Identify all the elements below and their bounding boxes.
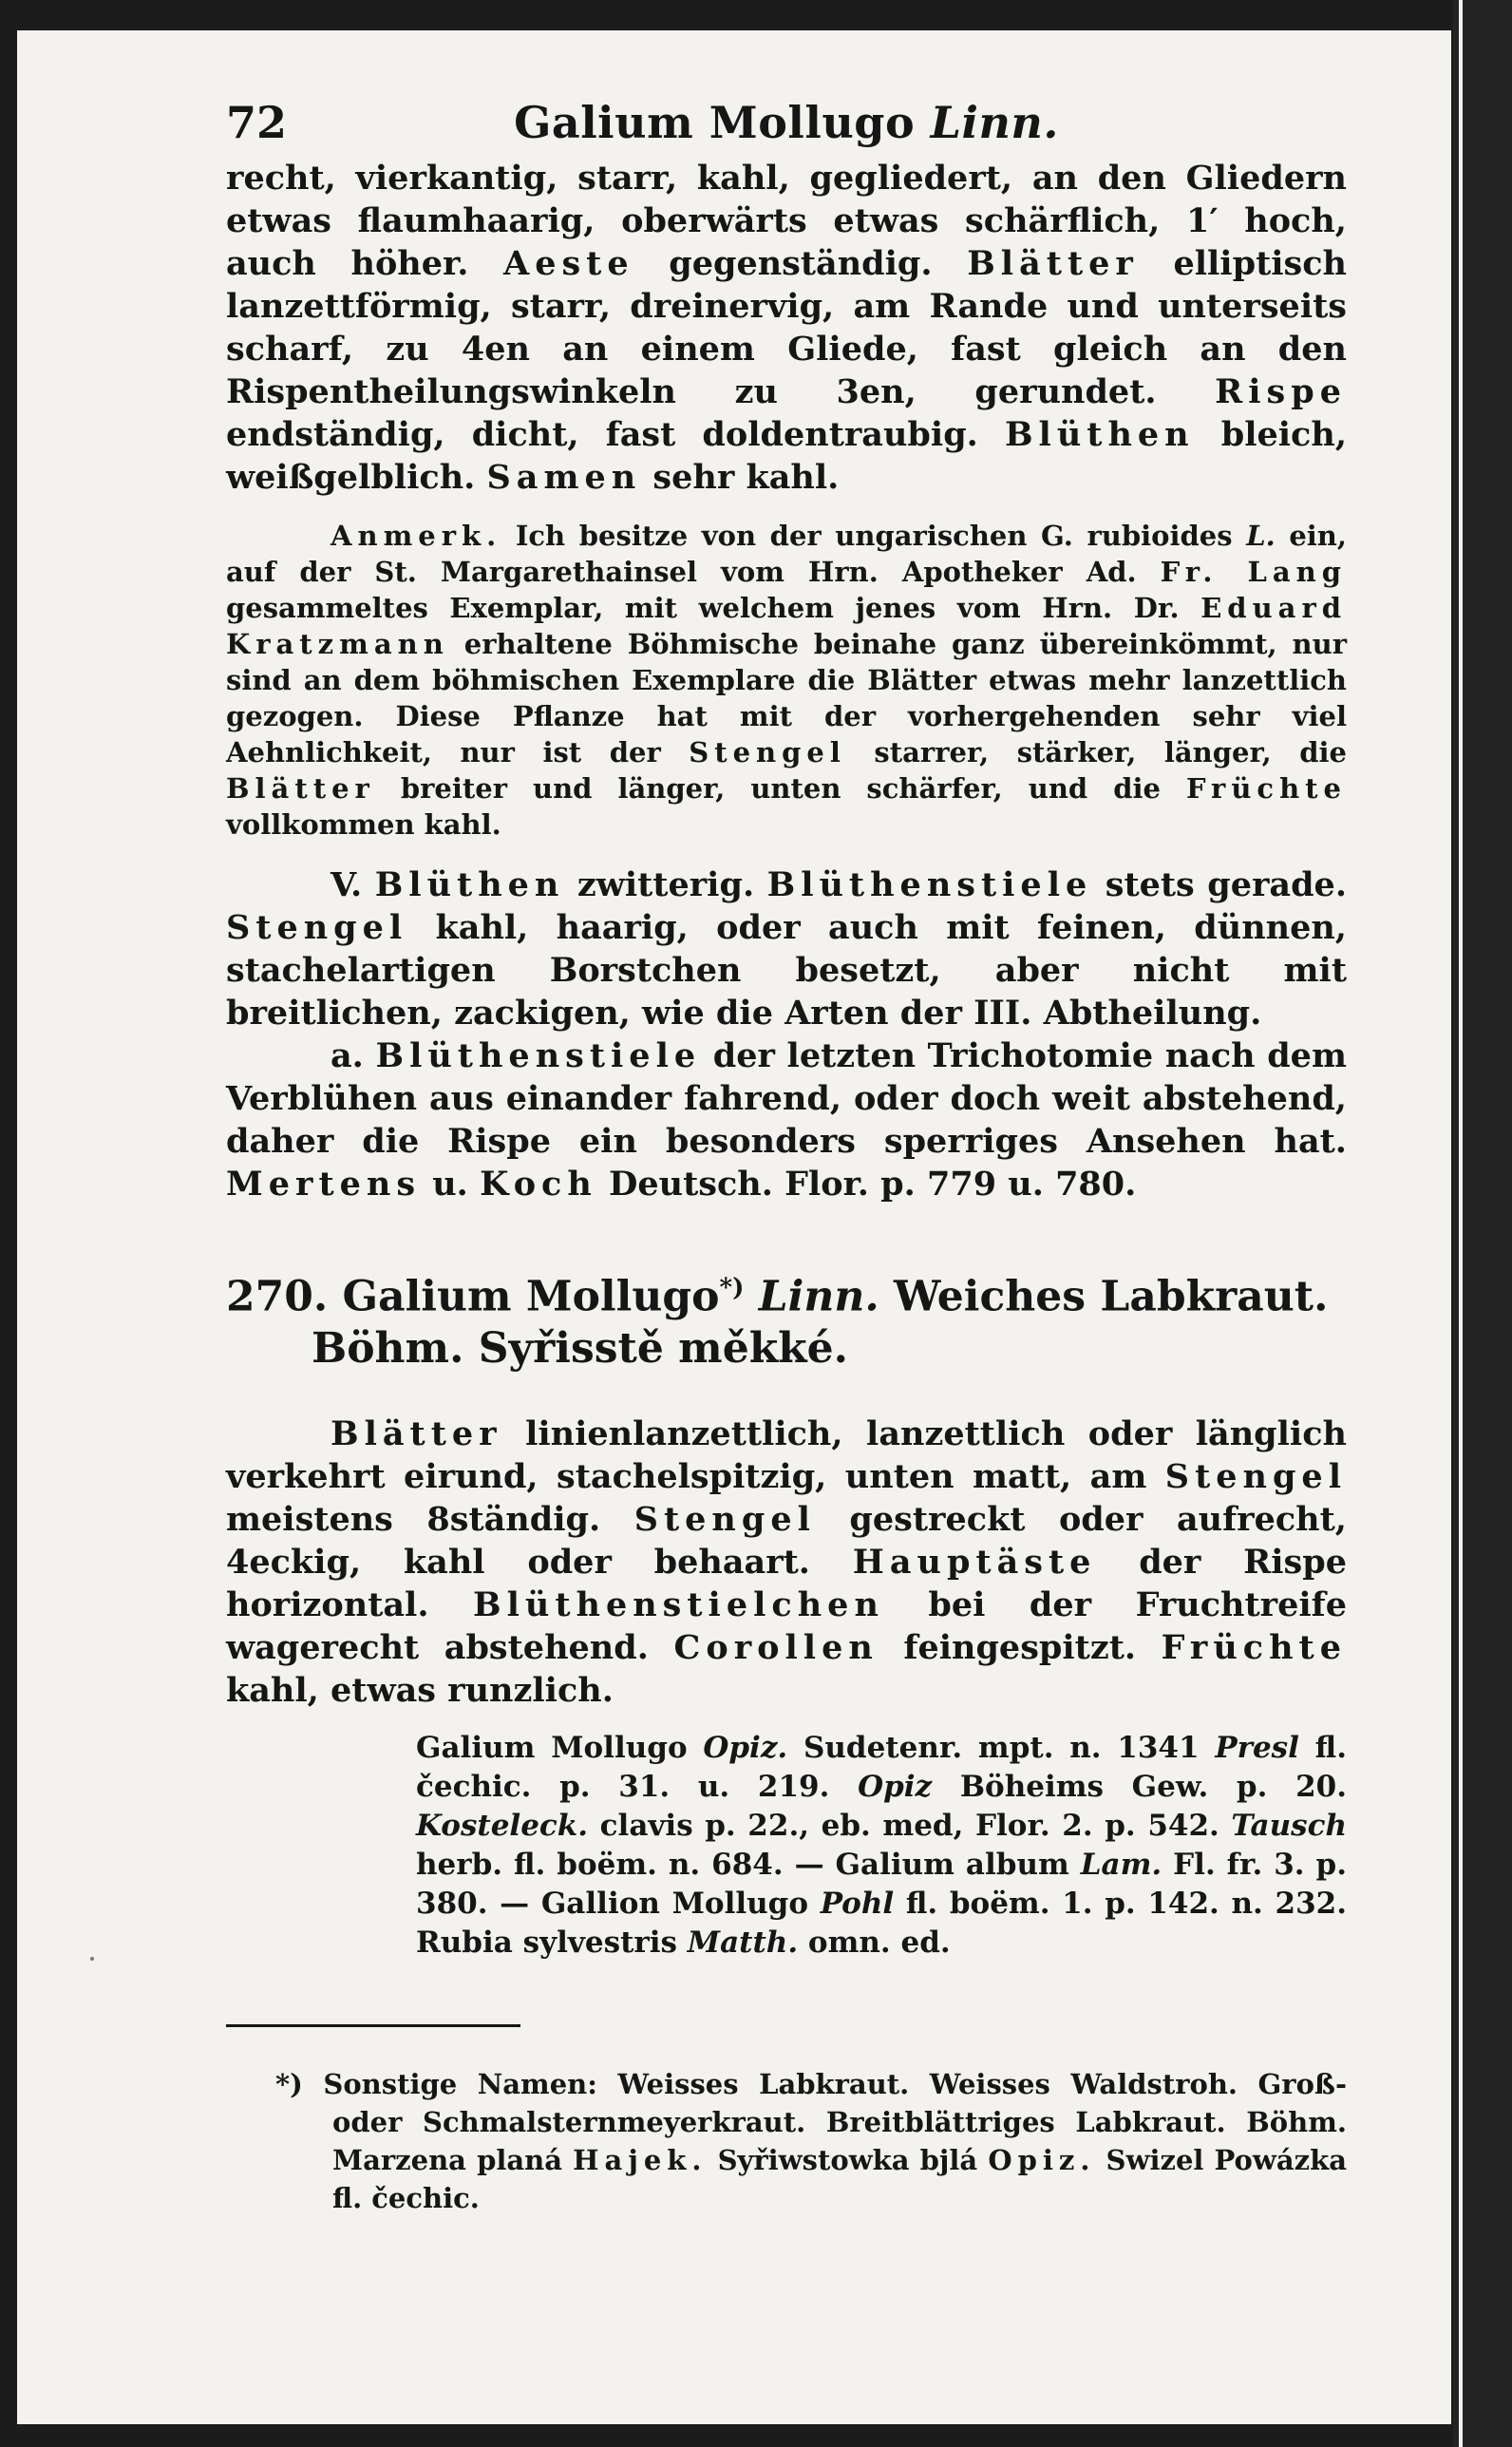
text-run: starrer, stärker, länger, die xyxy=(845,736,1347,768)
text-run: breiter und länger, unten schärfer, und die xyxy=(374,772,1186,805)
page-content xyxy=(226,85,1347,2217)
text-run: der letzten Trichotomie nach dem Verblühen aus einander fahrend, oder doch weit abstehend, daher die Rispe ein besonders sperriges Ansehen hat. xyxy=(226,1036,1347,1161)
synonymy-block xyxy=(416,1729,1347,1963)
text-run: Deutsch. Flor. p. 779 u. 780. xyxy=(596,1165,1137,1204)
spaced-term: Blätter xyxy=(226,772,375,805)
spaced-term: Mertens xyxy=(226,1165,422,1204)
spaced-term: Blätter xyxy=(967,244,1139,283)
italic-author: L. xyxy=(1246,520,1276,552)
subsection-a xyxy=(226,1034,1347,1205)
text-run: sehr kahl. xyxy=(641,458,840,497)
spaced-term: Blüthenstiele xyxy=(375,1036,702,1075)
spaced-term: Blüthenstiele xyxy=(766,865,1093,904)
text-run: *) Sonstige Namen: Weisses Labkraut. Weisses Waldstroh. Groß- oder Schmalsternmeyerkraut. Breitblättriges Labkraut. Böhm. Marzena planá xyxy=(275,2067,1347,2176)
spaced-term: Blüthen xyxy=(374,865,565,904)
species-number: 270. xyxy=(226,1272,329,1321)
spaced-term: Samen xyxy=(486,458,642,497)
text-run: Fl. fr. 3. p. 380. — Gallion Mollugo xyxy=(416,1847,1347,1921)
text-run: kahl, haarig, oder auch mit feinen, dünnen, stachelartigen Borstchen besetzt, aber nicht mit breitlichen, zackigen, wie die Arten der III. Abtheilung. xyxy=(226,908,1347,1033)
text-run: Sudetenr. mpt. n. 1341 xyxy=(787,1730,1216,1765)
spaced-term: Früchte xyxy=(1185,772,1347,805)
spaced-term: Stengel xyxy=(689,736,846,768)
text-run: clavis p. 22., eb. med, Flor. 2. p. 542. xyxy=(588,1808,1232,1843)
spaced-term: Eduard Kratzmann xyxy=(226,592,1347,660)
running-title-species: Galium Mollugo xyxy=(514,97,916,148)
italic-author: Kosteleck. xyxy=(416,1808,589,1843)
page-number: 72 xyxy=(226,97,288,148)
text-run: elliptisch lanzettförmig, starr, dreinervig, am Rande und unterseits scharf, zu 4en an einem Gliede, fast gleich an den Rispentheilungswinkeln zu 3en, gerundet. xyxy=(226,244,1347,411)
text-run: erhaltene Böhmische beinahe ganz übereinkömmt, nur sind an dem böhmischen Exemplare die Blätter etwas mehr lanzettlich gezogen. Diese Pflanze hat mit der vorhergehenden sehr viel Aehnlichkeit, nur ist der xyxy=(226,628,1347,768)
spaced-term: Hajek. xyxy=(573,2143,708,2176)
text-run: ein, auf der St. Margarethainsel vom Hrn. Apotheker Ad. xyxy=(226,520,1347,588)
spaced-term: Anmerk. xyxy=(331,520,502,552)
text-run: endständig, dicht, fast doldentraubig. xyxy=(226,415,1005,454)
text-run: zwitterig. xyxy=(564,865,767,904)
text-run: der Rispe horizontal. xyxy=(226,1542,1347,1624)
text-run: Syřiwstowka bjlá xyxy=(707,2143,989,2176)
italic-author: Opiz. xyxy=(703,1730,788,1765)
text-run: meistens 8ständig. xyxy=(226,1499,634,1539)
text-run: bei der Fruchtreife wagerecht abstehend. xyxy=(226,1584,1347,1667)
spaced-term: Stengel xyxy=(226,908,408,947)
italic-author: Pohl xyxy=(820,1886,895,1921)
italic-author: Matth. xyxy=(687,1925,799,1960)
text-run: feingespitzt. xyxy=(878,1627,1162,1667)
text-run: bleich, weißgelblich. xyxy=(226,415,1348,497)
running-title-author: Linn. xyxy=(930,97,1059,148)
text-run: Böheims Gew. p. 20. xyxy=(932,1769,1347,1804)
spaced-term: Stengel xyxy=(1164,1456,1347,1496)
text-run: Galium Mollugo xyxy=(416,1730,704,1765)
text-run: Ich besitze von der ungarischen G. rubioides xyxy=(501,520,1247,552)
section-v xyxy=(226,863,1347,1034)
spaced-term: Blätter xyxy=(331,1413,502,1453)
text-run: linienlanzettlich, lanzettlich oder länglich verkehrt eirund, stachelspitzig, unten matt, am xyxy=(226,1413,1347,1496)
annotation-note xyxy=(226,518,1347,843)
text-run: recht, vierkantig, starr, kahl, gegliedert, an den Gliedern etwas flaumhaarig, oberwärts etwas schärflich, 1′ hoch, auch höher. xyxy=(226,159,1347,283)
text-run: stets gerade. xyxy=(1092,865,1348,904)
species-description xyxy=(226,1413,1347,1712)
spaced-term: Hauptäste xyxy=(852,1542,1097,1582)
text-run: herb. fl. boëm. n. 684. — Galium album xyxy=(416,1847,1081,1882)
text-run: fl. boëm. 1. p. 142. n. 232. Rubia sylvestris xyxy=(416,1886,1347,1960)
text-run: fl. čechic. p. 31. u. 219. xyxy=(416,1730,1347,1804)
spaced-term: Aeste xyxy=(503,244,634,283)
spaced-term: Stengel xyxy=(633,1499,816,1539)
text-run: a. xyxy=(331,1036,376,1075)
species-name: Galium Mollugo xyxy=(342,1272,720,1321)
footnote-rule xyxy=(226,2024,520,2027)
spaced-term: Opiz. xyxy=(988,2143,1096,2176)
text-run: omn. ed. xyxy=(798,1925,951,1960)
running-title xyxy=(226,97,1347,148)
spaced-term: Blüthen xyxy=(1004,415,1195,454)
species-author: Linn. xyxy=(758,1272,879,1321)
italic-author: Opiz xyxy=(858,1769,933,1804)
italic-author: Presl xyxy=(1215,1730,1299,1765)
spaced-term: Corollen xyxy=(673,1627,879,1667)
text-run: gestreckt oder aufrecht, 4eckig, kahl oder behaart. xyxy=(226,1499,1347,1582)
spaced-term: Rispe xyxy=(1215,372,1347,411)
running-header xyxy=(226,85,1347,157)
paragraph-continuation xyxy=(226,157,1347,499)
paper-speck xyxy=(90,1957,94,1961)
footnote-marker: *) xyxy=(719,1274,745,1302)
species-common-name: Weiches Labkraut. Böhm. Syřisstě měkké. xyxy=(312,1272,1329,1373)
text-run: u. xyxy=(421,1165,481,1204)
spaced-term: Früchte xyxy=(1161,1627,1347,1667)
text-run: Swizel Powázka fl. čechic. xyxy=(332,2143,1347,2214)
spaced-term: Blüthenstielchen xyxy=(473,1584,884,1624)
text-run: V. xyxy=(331,865,375,904)
text-run: vollkommen kahl. xyxy=(226,808,501,841)
text-run: kahl, etwas runzlich. xyxy=(226,1670,614,1710)
text-run: gesammeltes Exemplar, mit welchem jenes vom Hrn. Dr. xyxy=(226,592,1201,624)
spaced-term: Koch xyxy=(480,1165,597,1204)
italic-author: Lam. xyxy=(1080,1847,1162,1882)
page-edge-line xyxy=(1459,0,1463,2447)
italic-author: Tausch xyxy=(1231,1808,1347,1843)
spaced-term: Fr. Lang xyxy=(1160,556,1347,588)
species-heading xyxy=(226,1262,1347,1375)
text-run: gegenständig. xyxy=(633,244,968,283)
footnote xyxy=(275,2065,1347,2217)
